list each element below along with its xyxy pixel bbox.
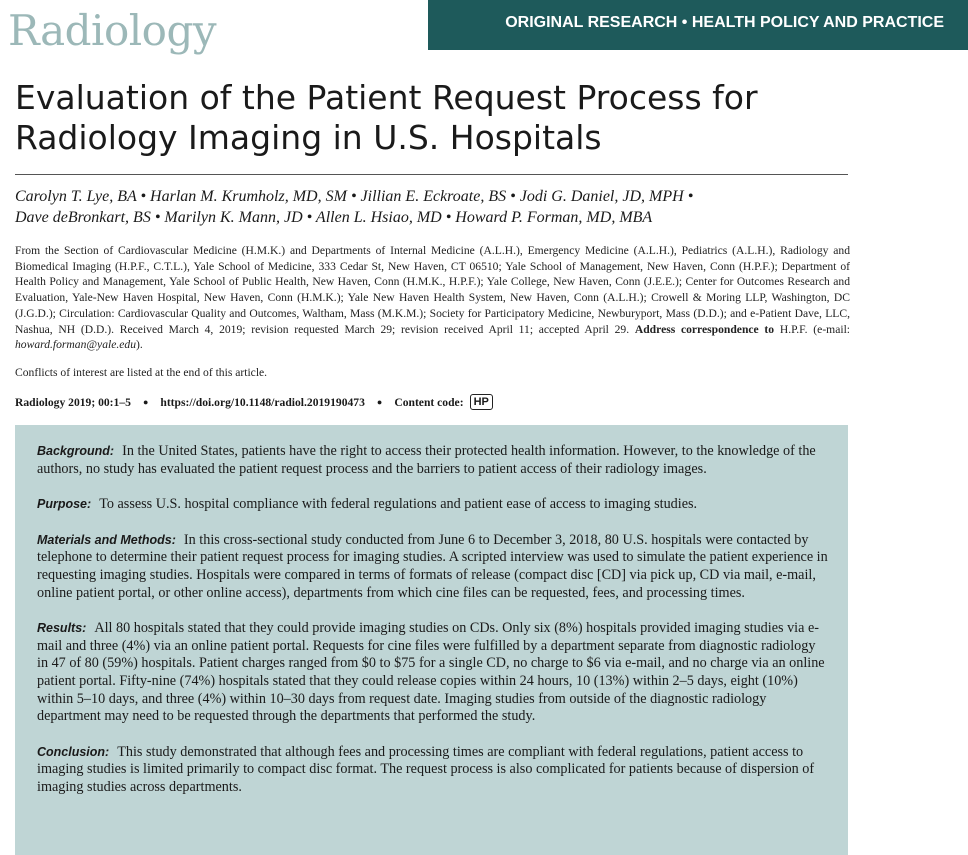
bullet-separator: ● — [376, 397, 383, 407]
journal-logo: Radiology — [8, 6, 217, 55]
conflicts-note: Conflicts of interest are listed at the end of this article. — [15, 366, 268, 379]
affiliations — [15, 243, 850, 353]
abstract-text: All 80 hospitals stated that they could provide imaging studies on CDs. Only six (8%) hospitals provided imaging studies via e-mail and three (4%) via an online patient portal. Requests for cine files were fulfilled by a department separate from diagnostic radiology in 47 of 80 (59%) hospitals. Patient charges ranged from $0 to $75 for a single CD, no charge to $6 via e-mail, and no charge via an online patient portal. Fifty-nine (74%) hospitals stated that they could release copies within 24 hours, 10 (13%) within 2–5 days, eight (10%) within 5–10 days, and three (4%) within 10–30 days from request date. Imaging studies from outside of the diagnostic radiology department may need to be requested through the departments that performed the study. — [37, 620, 825, 725]
content-code-label: Content code: — [394, 395, 464, 409]
abstract-background — [37, 443, 828, 478]
abstract-text: In the United States, patients have the right to access their protected health information. However, to the knowledge of the authors, no study has evaluated the patient request process and the barriers to patient access of their radiology images. — [37, 443, 816, 477]
authors-line-2: Dave deBronkart, BS • Marilyn K. Mann, JD • Allen L. Hsiao, MD • Howard P. Forman, MD, MBA — [15, 209, 653, 226]
abstract-heading: Materials and Methods: — [37, 532, 176, 547]
article-title: Evaluation of the Patient Request Process for Radiology Imaging in U.S. Hospitals — [15, 78, 758, 157]
abstract-results — [37, 620, 828, 726]
author-list — [15, 186, 855, 228]
doi-link[interactable]: https://doi.org/10.1148/radiol.2019190473 — [160, 395, 365, 409]
abstract-heading: Background: — [37, 444, 115, 458]
citation-line — [15, 394, 493, 410]
abstract-heading: Conclusion: — [37, 744, 110, 759]
abstract-heading: Purpose: — [37, 497, 92, 512]
abstract-box — [15, 425, 848, 855]
abstract-conclusion — [37, 744, 828, 797]
content-code-badge: HP — [470, 394, 493, 410]
affiliation-text: From the Section of Cardiovascular Medicine (H.M.K.) and Departments of Internal Medicine (A.L.H.), Emergency Medicine (A.L.H.), Pediatrics (A.L.H.), Radiology and Biomedical Imaging (H.P.F., C.T.L.), Yale School of Medicine, 333 Cedar St, New Haven, CT 06510; Yale School of Management, New Haven, Conn (H.P.F.); Department of Health Policy and Management, Yale School of Public Health, New Haven, Conn (H.M.K., H.P.F.); Yale College, New Haven, Conn (J.E.E.); Center for Outcomes Research and Evaluation, Yale-New Haven Hospital, New Haven, Conn (H.M.K.); Yale New Haven Health System, New Haven, Conn (A.L.H.); Crowell & Moring LLP, Washington, DC (J.G.D.); Circulation: Cardiovascular Quality and Outcomes, Waltham, Mass (M.K.M.); Society for Participatory Medicine, Newburyport, Mass (D.D.); and e-Patient Dave, LLC, Nashua, NH (D.D.). Received March 4, 2019; revision requested March 29; revision received April 11; accepted April 29. — [15, 244, 850, 336]
title-divider — [15, 174, 848, 175]
abstract-methods — [37, 532, 828, 602]
correspondence-name: H.P.F. (e-mail: — [779, 322, 851, 336]
correspondence-end: ). — [136, 338, 143, 352]
abstract-text: This study demonstrated that although fees and processing times are compliant with federal regulations, patient access to imaging studies is limited primarily to compact disc format. The request process is also complicated for patients because of dispersion of imaging studies across departments. — [37, 743, 815, 795]
abstract-text: To assess U.S. hospital compliance with federal regulations and patient ease of access to imaging studies. — [99, 496, 698, 513]
correspondence-email[interactable]: howard.forman@yale.edu — [15, 338, 137, 352]
section-banner — [428, 0, 968, 50]
section-label: ORIGINAL RESEARCH • HEALTH POLICY AND PRACTICE — [505, 14, 944, 31]
authors-line-1: Carolyn T. Lye, BA • Harlan M. Krumholz, MD, SM • Jillian E. Eckroate, BS • Jodi G. Daniel, JD, MPH • — [15, 188, 694, 205]
citation-ref: Radiology 2019; 00:1–5 — [15, 395, 131, 409]
abstract-heading: Results: — [37, 621, 87, 636]
bullet-separator: ● — [142, 397, 149, 407]
abstract-purpose — [37, 496, 828, 514]
correspondence-label: Address correspondence to — [634, 322, 775, 336]
abstract-text: In this cross-sectional study conducted from June 6 to December 3, 2018, 80 U.S. hospitals were contacted by telephone to determine their patient request process for imaging studies. A scripted interview was used to simulate the patient experience in requesting imaging studies. Hospitals were compared in terms of formats of release (compact disc [CD] via pick up, CD via mail, e-mail, online patient portal, or other online access), departments from which cine files can be requested, fees, and processing times. — [37, 531, 828, 601]
